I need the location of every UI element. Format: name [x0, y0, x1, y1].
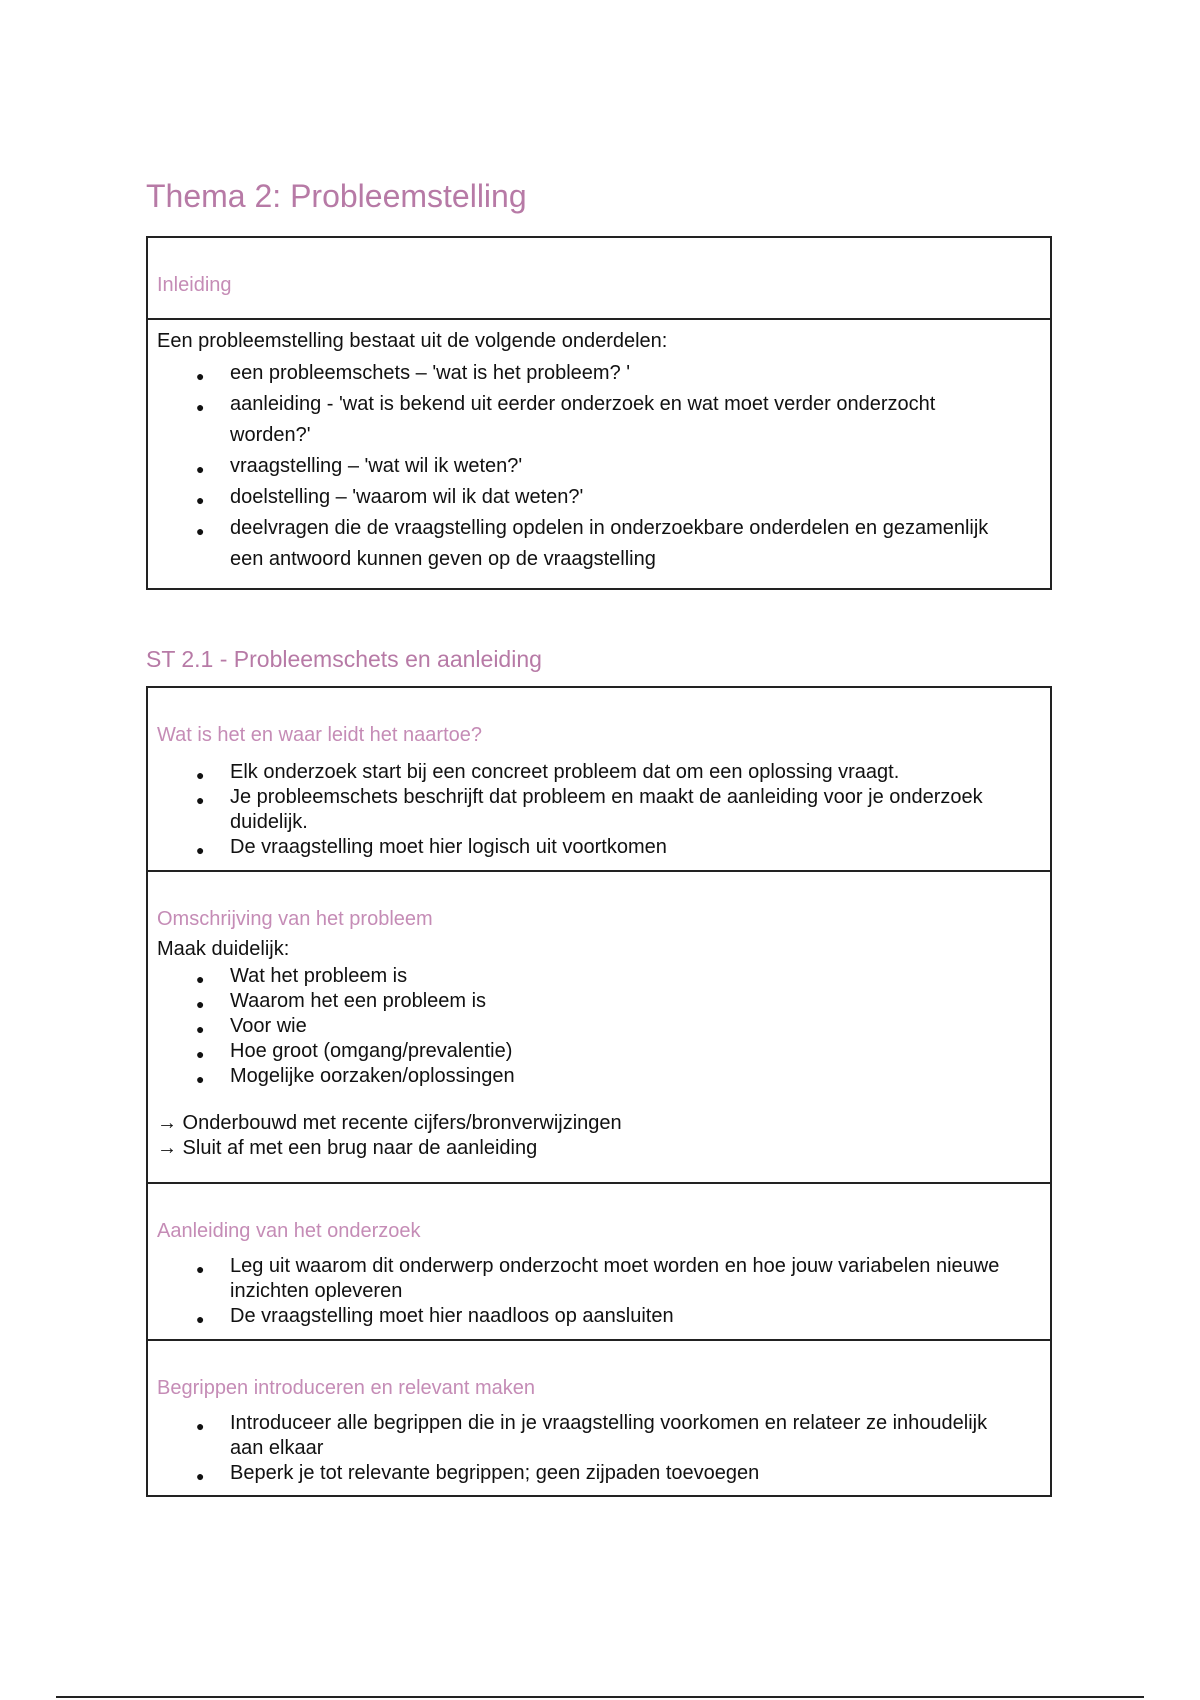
section-box — [146, 686, 1052, 1497]
list-item: ● Introduceer alle begrippen die in je vraagstelling voorkomen en relateer ze inhoudelijk aan elkaar — [148, 1411, 1050, 1461]
intro-header-cell — [148, 238, 1050, 320]
section-title: ST 2.1 - Probleemschets en aanleiding — [146, 646, 542, 672]
list-item: ● Voor wie — [148, 1014, 1050, 1039]
list-item: ● deelvragen die de vraagstelling opdelen in onderzoekbare onderdelen en gezamenlijk een antwoord kunnen geven op de vraagstelling — [148, 513, 1050, 575]
list-item: ● De vraagstelling moet hier naadloos op aansluiten — [148, 1304, 1050, 1329]
block-heading: Omschrijving van het probleem — [157, 908, 433, 930]
list-item: ● Hoe groot (omgang/prevalentie) — [148, 1039, 1050, 1064]
intro-list — [148, 358, 1050, 575]
list-item: ● Je probleemschets beschrijft dat probleem en maakt de aanleiding voor je onderzoek duidelijk. — [148, 785, 1050, 835]
intro-heading: Inleiding — [157, 274, 232, 296]
block-heading: Aanleiding van het onderzoek — [157, 1220, 421, 1242]
block-research-reason — [148, 1182, 1050, 1339]
block-heading: Begrippen introduceren en relevant maken — [157, 1377, 536, 1399]
block-list — [148, 760, 1050, 860]
block-heading: Wat is het en waar leidt het naartoe? — [157, 724, 482, 746]
list-item: ● Elk onderzoek start bij een concreet probleem dat om een oplossing vraagt. — [148, 760, 1050, 785]
block-note: → Onderbouwd met recente cijfers/bronverwijzingen — [157, 1112, 622, 1134]
list-item: ● Beperk je tot relevante begrippen; geen zijpaden toevoegen — [148, 1461, 1050, 1486]
list-item: ● Waarom het een probleem is — [148, 989, 1050, 1014]
list-item: ● De vraagstelling moet hier logisch uit voortkomen — [148, 835, 1050, 860]
block-what-is-it — [148, 688, 1050, 870]
block-note: → Sluit af met een brug naar de aanleiding — [157, 1137, 538, 1159]
list-item: ● vraagstelling – 'wat wil ik weten?' — [148, 451, 1050, 482]
block-list — [148, 964, 1050, 1089]
list-item: ● Mogelijke oorzaken/oplossingen — [148, 1064, 1050, 1089]
list-item: ● een probleemschets – 'wat is het probleem? ' — [148, 358, 1050, 389]
intro-content-cell — [148, 318, 1050, 588]
intro-lead: Een probleemstelling bestaat uit de volgende onderdelen: — [157, 330, 668, 352]
page-title: Thema 2: Probleemstelling — [146, 178, 527, 214]
block-concepts — [148, 1339, 1050, 1495]
block-lead: Maak duidelijk: — [157, 938, 290, 960]
block-list — [148, 1411, 1050, 1486]
list-item: ● doelstelling – 'waarom wil ik dat weten?' — [148, 482, 1050, 513]
intro-box — [146, 236, 1052, 590]
block-problem-description — [148, 870, 1050, 1182]
list-item: ● aanleiding - 'wat is bekend uit eerder onderzoek en wat moet verder onderzocht worden?' — [148, 389, 1050, 451]
footer-divider — [56, 1696, 1144, 1698]
list-item: ● Leg uit waarom dit onderwerp onderzocht moet worden en hoe jouw variabelen nieuwe inzichten opleveren — [148, 1254, 1050, 1304]
block-list — [148, 1254, 1050, 1329]
list-item: ● Wat het probleem is — [148, 964, 1050, 989]
